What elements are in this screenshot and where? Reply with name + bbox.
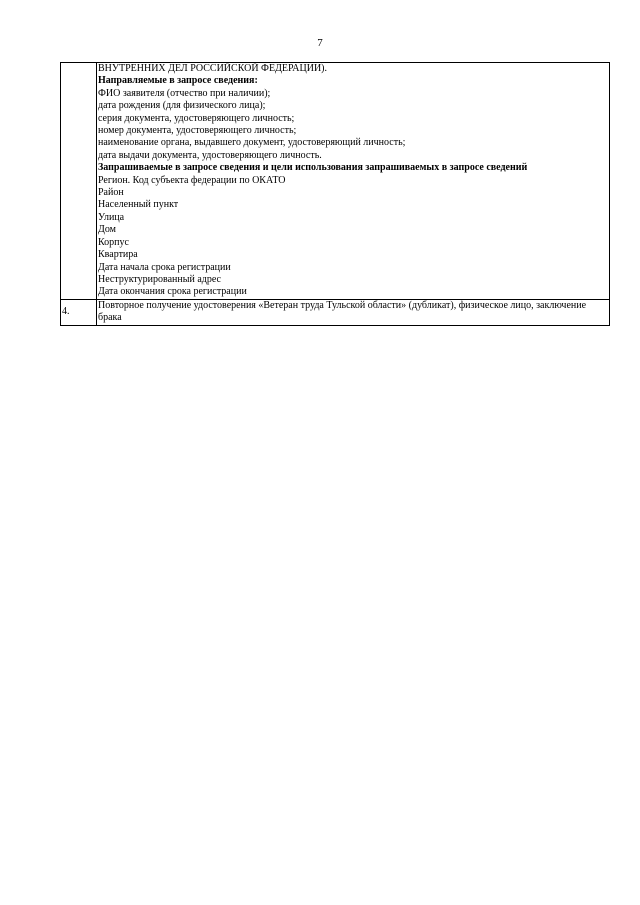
- row-number-cell: 4.: [61, 299, 97, 325]
- text-line: Корпус: [98, 236, 129, 248]
- text-line: наименование органа, выдавшего документ, удостоверяющий личность;: [98, 137, 406, 149]
- text-line: Дата окончания срока регистрации: [98, 286, 247, 298]
- table-row: [61, 299, 610, 325]
- text-line: дата рождения (для физического лица);: [98, 100, 266, 112]
- text-line: Регион. Код субъекта федерации по ОКАТО: [98, 174, 286, 186]
- text-line: дата выдачи документа, удостоверяющего личность.: [98, 149, 322, 161]
- text-line: Неструктурированный адрес: [98, 273, 221, 285]
- text-line: Дата начала срока регистрации: [98, 261, 231, 273]
- text-line: Район: [98, 187, 124, 199]
- text-line: Дом: [98, 224, 116, 236]
- text-line: Населенный пункт: [98, 199, 179, 211]
- table-row: [61, 63, 610, 300]
- row-number-cell: [61, 63, 97, 300]
- text-line: Улица: [98, 211, 125, 223]
- section-heading: Направляемые в запросе сведения:: [98, 75, 258, 87]
- text-line: ФИО заявителя (отчество при наличии);: [98, 87, 271, 99]
- text-line: номер документа, удостоверяющего личность;: [98, 125, 297, 137]
- page-number: 7: [317, 37, 323, 49]
- text-line: ВНУТРЕННИХ ДЕЛ РОССИЙСКОЙ ФЕДЕРАЦИИ).: [98, 63, 327, 74]
- text-line: серия документа, удостоверяющего личность;: [98, 112, 295, 124]
- row-content-cell: [97, 63, 610, 300]
- row-content-cell: Повторное получение удостоверения «Ветеран труда Тульской области» (дубликат), физическое лицо, заключение брака: [97, 299, 610, 325]
- services-table: [60, 62, 610, 326]
- text-line: Квартира: [98, 249, 138, 261]
- section-heading: Запрашиваемые в запросе сведения и цели использования запрашиваемых в запросе сведений: [98, 162, 528, 174]
